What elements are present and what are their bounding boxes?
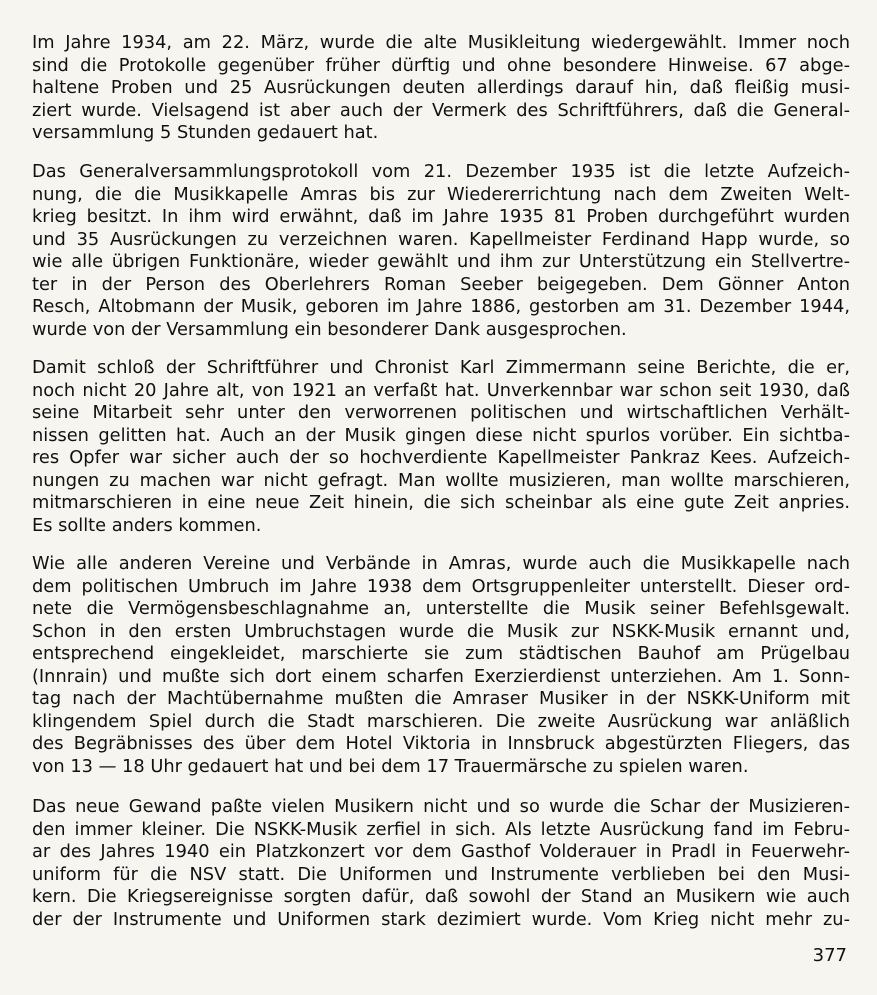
paragraph-1 <box>32 32 850 145</box>
text-line: den immer kleiner. Die NSKK-Musik zerfiel in sich. Als letzte Ausrückung fand im Febru- <box>32 818 850 840</box>
text-line: entsprechend eingekleidet, marschierte sie zum städtischen Bauhof am Prügelbau <box>32 643 850 664</box>
text-line: nete die Vermögensbeschlagnahme an, unterstellte die Musik seiner Befehlsgewalt. <box>32 598 850 619</box>
text-line: uniform für die NSV statt. Die Uniformen und Instrumente verblieben bei den Musi- <box>32 863 850 885</box>
text-line: des Begräbnisses des über dem Hotel Viktoria in Innsbruck abgestürzten Fliegers, das <box>32 733 850 754</box>
text-line: und 35 Ausrückungen zu verzeichnen waren. Kapellmeister Ferdinand Happ wurde, so <box>32 228 850 250</box>
text-line: ter in der Person des Oberlehrers Roman Seeber beigegeben. Dem Gönner Anton <box>32 273 850 295</box>
text-line: krieg besitzt. In ihm wird erwähnt, daß im Jahre 1935 81 Proben durchgeführt wurden <box>32 206 850 227</box>
text-line: nungen zu machen war nicht gefragt. Man wollte musizieren, man wollte marschieren, <box>32 469 850 491</box>
text-line: res Opfer war sicher auch der so hochverdiente Kapellmeister Pankraz Kees. Aufzeich- <box>32 447 850 468</box>
text-line: Wie alle anderen Vereine und Verbände in Amras, wurde auch die Musikkapelle nach <box>32 553 850 574</box>
paragraph-5 <box>32 796 850 931</box>
text-line: Im Jahre 1934, am 22. März, wurde die alte Musikleitung wiedergewählt. Immer noch <box>32 32 850 53</box>
paragraph-3 <box>32 357 850 537</box>
text-line: von 13 — 18 Uhr gedauert hat und bei dem 17 Trauermärsche zu spielen waren. <box>32 755 749 777</box>
text-line: versammlung 5 Stunden gedauert hat. <box>32 122 379 143</box>
text-line: noch nicht 20 Jahre alt, von 1921 an verfaßt hat. Unverkennbar war schon seit 1930, daß <box>32 379 850 401</box>
text-line: Resch, Altobmann der Musik, geboren im Jahre 1886, gestorben am 31. Dezember 1944, <box>32 296 850 317</box>
text-line: haltene Proben und 25 Ausrückungen deuten allerdings darauf hin, daß fleißig musi- <box>32 77 850 98</box>
text-line: der der Instrumente und Uniformen stark dezimiert wurde. Vom Krieg nicht mehr zu- <box>32 908 850 930</box>
text-line: Das neue Gewand paßte vielen Musikern nicht und so wurde die Schar der Musizieren- <box>32 796 850 817</box>
text-line: Es sollte anders kommen. <box>32 514 262 536</box>
text-line: mitmarschieren in eine neue Zeit hinein, die sich scheinbar als eine gute Zeit anpries. <box>32 492 850 513</box>
text-line: kern. Die Kriegsereignisse sorgten dafür, daß sowohl der Stand an Musikern wie auch <box>32 886 850 907</box>
text-line: Das Generalversammlungsprotokoll vom 21. Dezember 1935 ist die letzte Aufzeich- <box>32 161 850 182</box>
text-line: wie alle übrigen Funktionäre, wieder gewählt und ihm zur Unterstützung ein Stellvertre- <box>32 251 850 272</box>
text-line: seine Mitarbeit sehr unter den verworrenen politischen und wirtschaftlichen Verhält- <box>32 402 850 423</box>
page-number: 377 <box>812 945 847 966</box>
paragraph-2 <box>32 161 850 341</box>
text-line: wurde von der Versammlung ein besonderer Dank ausgesprochen. <box>32 318 627 340</box>
text-line: Damit schloß der Schriftführer und Chronist Karl Zimmermann seine Berichte, die er, <box>32 357 850 378</box>
text-line: sind die Protokolle gegenüber früher dürftig und ohne besondere Hinweise. 67 abge- <box>32 54 850 76</box>
text-line: tag nach der Machtübernahme mußten die Amraser Musiker in der NSKK-Uniform mit <box>32 688 850 709</box>
text-line: dem politischen Umbruch im Jahre 1938 dem Ortsgruppenleiter unterstellt. Dieser ord- <box>32 575 850 597</box>
text-line: Schon in den ersten Umbruchstagen wurde die Musik zur NSKK-Musik ernannt und, <box>32 620 850 642</box>
paragraph-4 <box>32 553 850 778</box>
text-line: nissen gelitten hat. Auch an der Musik gingen diese nicht spurlos vorüber. Ein sichtba- <box>32 424 850 446</box>
text-line: (Innrain) und mußte sich dort einem scharfen Exerzierdienst unterziehen. Am 1. Sonn- <box>32 665 850 687</box>
text-line: ar des Jahres 1940 ein Platzkonzert vor dem Gasthof Volderauer in Pradl in Feuerwehr- <box>32 841 850 862</box>
text-line: klingendem Spiel durch die Stadt marschieren. Die zweite Ausrückung war anläßlich <box>32 710 850 732</box>
text-line: ziert wurde. Vielsagend ist aber auch der Vermerk des Schriftführers, daß die General- <box>32 99 850 121</box>
text-line: nung, die die Musikkapelle Amras bis zur Wiedererrichtung nach dem Zweiten Welt- <box>32 183 850 205</box>
